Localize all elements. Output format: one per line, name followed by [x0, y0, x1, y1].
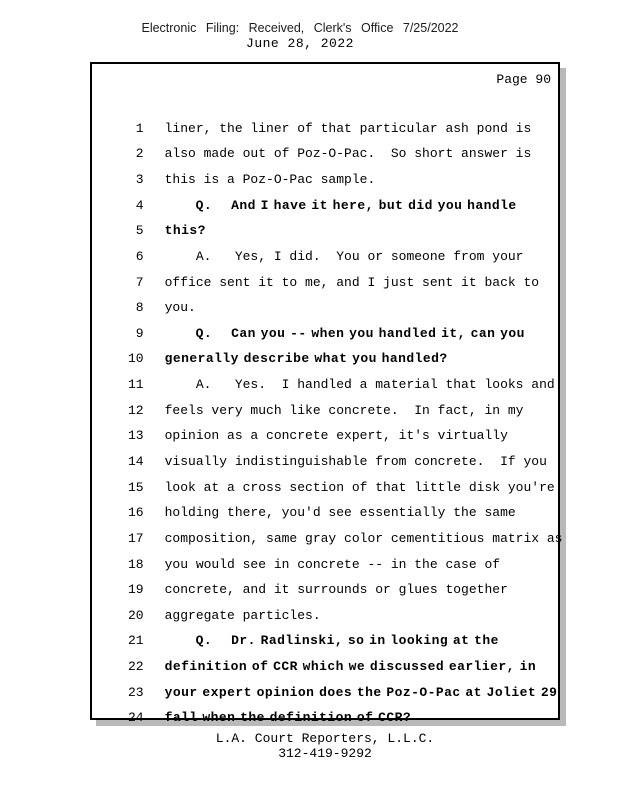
line-number: 4 [135, 197, 144, 213]
line-number: 8 [135, 300, 144, 316]
transcript-line [60, 269, 560, 316]
line-number: 20 [128, 607, 144, 623]
line-number: 18 [128, 556, 144, 572]
line-number: 19 [128, 582, 144, 598]
line-text: composition, same gray color cementitious matrix as [164, 530, 563, 546]
line-text: visually indistinguishable from concrete. If you [164, 453, 547, 469]
transcript-line [60, 628, 560, 675]
transcript-line [60, 116, 560, 162]
efiling-stamp: Electronic Filing: Received, Clerk's Office 7/25/2022 [141, 21, 459, 35]
line-text: A. Yes. I handled a material that looks and [164, 377, 555, 393]
line-text: definition of CCR which we discussed earlier, in [164, 659, 537, 675]
reporter-footer [90, 732, 560, 761]
transcript-line [60, 218, 560, 264]
line-number: 7 [135, 274, 144, 290]
line-text: A. Yes, I did. You or someone from your [164, 248, 524, 264]
line-number: 10 [128, 351, 144, 367]
line-text: this is a Poz-O-Pac sample. [164, 171, 376, 187]
line-text: Q. Can you -- when you handled it, can you [176, 325, 525, 341]
line-number: 23 [128, 684, 144, 700]
line-text: liner, the liner of that particular ash pond is [164, 120, 532, 136]
line-number: 9 [135, 325, 144, 341]
line-text: you would see in concrete -- in the case of [164, 556, 501, 572]
transcript-line [60, 141, 560, 187]
line-number: 21 [128, 633, 144, 649]
transcript-line [60, 90, 560, 136]
line-text: Q. And I have it here, but did you handle [176, 197, 517, 213]
line-text: holding there, you'd see essentially the same [164, 505, 516, 521]
line-text: this? [164, 223, 206, 239]
line-text: your expert opinion does the Poz-O-Pac at Joliet 29 [164, 684, 558, 700]
line-number: 2 [135, 146, 144, 162]
line-number: 5 [135, 223, 144, 239]
transcript-line [60, 475, 560, 521]
transcript-date: June 28, 2022 [246, 36, 354, 51]
transcript-line [60, 654, 560, 700]
line-number: 24 [128, 710, 144, 726]
line-text: generally describe what you handled? [164, 351, 448, 367]
line-text: feels very much like concrete. In fact, in my [164, 402, 524, 418]
page-number-label: Page 90 [496, 72, 551, 87]
line-text: look at a cross section of that little disk you're [164, 479, 555, 495]
line-text: opinion as a concrete expert, it's virtually [164, 428, 508, 444]
line-number: 17 [128, 530, 144, 546]
line-number: 14 [128, 453, 144, 469]
line-text: aggregate particles. [164, 607, 321, 623]
line-number: 13 [128, 428, 144, 444]
transcript-line [60, 500, 563, 546]
transcript-line [60, 398, 560, 444]
reporter-company: L.A. Court Reporters, L.L.C. [215, 731, 435, 746]
line-number: 1 [135, 120, 144, 136]
line-text: fall when the definition of CCR? [164, 710, 412, 726]
transcript-line [60, 526, 560, 572]
transcript-line [60, 244, 560, 290]
transcript-line [60, 603, 560, 649]
line-text: concrete, and it surrounds or glues together [164, 582, 508, 598]
line-text: office sent it to me, and I just sent it back to [164, 274, 540, 290]
transcript-line [60, 372, 560, 418]
line-number: 3 [135, 171, 144, 187]
line-text: you. [164, 300, 196, 316]
transcript-line [60, 346, 560, 393]
line-text: also made out of Poz-O-Pac. So short answer is [164, 146, 532, 162]
transcript-line [60, 552, 560, 598]
line-text: Q. Dr. Radlinski, so in looking at the [176, 633, 499, 649]
line-number: 6 [135, 248, 144, 264]
transcript-line [60, 680, 560, 726]
transcript-body [60, 90, 563, 726]
transcript-line [60, 449, 560, 495]
transcript-line [60, 167, 560, 213]
line-number: 15 [128, 479, 144, 495]
line-number: 11 [128, 377, 144, 393]
transcript-line [60, 295, 560, 341]
transcript-line [60, 321, 560, 367]
transcript-line [60, 577, 560, 623]
line-number: 16 [128, 505, 144, 521]
line-number: 12 [128, 402, 144, 418]
transcript-line [60, 193, 560, 239]
transcript-line [60, 423, 560, 469]
reporter-phone: 312-419-9292 [278, 745, 372, 761]
line-number: 22 [128, 659, 144, 675]
